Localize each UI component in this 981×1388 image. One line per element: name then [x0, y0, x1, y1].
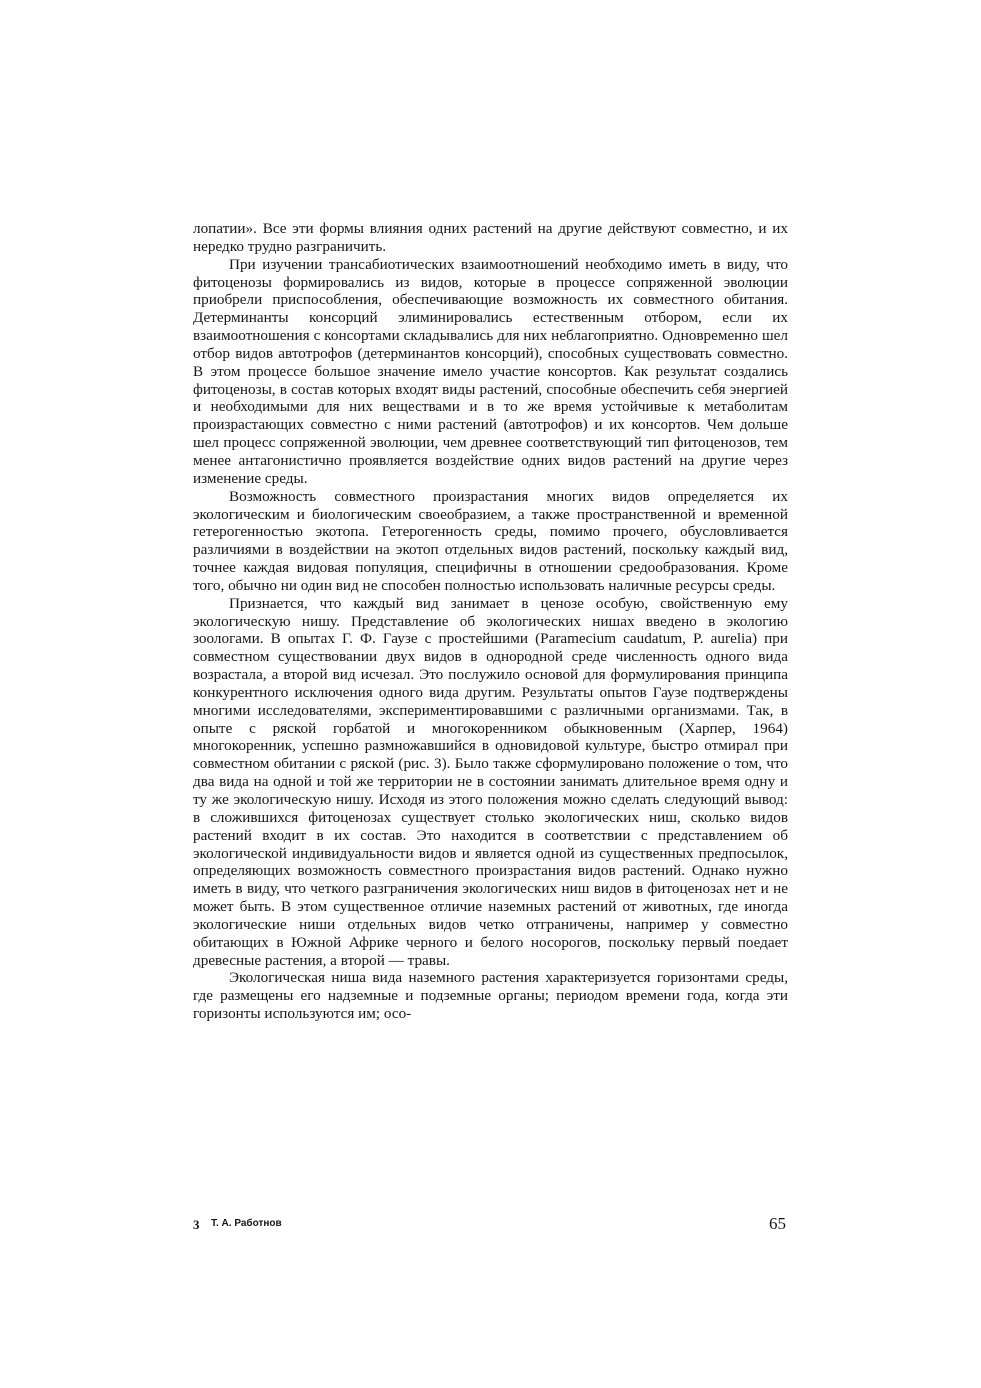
- signature-author: Т. А. Работнов: [211, 1218, 282, 1229]
- paragraph-4: Признается, что каждый вид занимает в ценозе особую, свойственную ему экологическую нишу. Представление об экологических нишах введено в экологию зоологами. В опытах Г. Ф. Гаузе с простейшими (Paramecium caudatum, P. aurelia) при совместном существовании двух видов в однородной среде численность одного вида возрастала, а второй вид исчезал. Это послужило основой для формулирования принципа конкурентного исключения одного вида другим. Результаты опытов Гаузе подтверждены многими исследователями, экспериментировавшими с различными организмами. Так, в опыте с ряской горбатой и многокоренником обыкновенным (Харпер, 1964) многокоренник, успешно размножавшийся в одновидовой культуре, быстро отмирал при совместном обитании с ряской (рис. 3). Было также сформулировано положение о том, что два вида на одной и той же территории не в состоянии занимать длительное время одну и ту же экологическую нишу. Исходя из этого положения можно сделать следующий вывод: в сложившихся фитоценозах существует столько экологических ниш, сколько видов растений входит в их состав. Это находится в соответствии с представлением об экологической индивидуальности видов и является одной из существенных предпосылок, определяющих возможность совместного произрастания видов растений. Однако нужно иметь в виду, что четкого разграничения экологических ниш видов в фитоценозах нет и не может быть. В этом существенное отличие наземных растений от животных, где иногда экологические ниши отдельных видов четко отграничены, например у совместно обитающих в Южной Африке черного и белого носорогов, поскольку первый поедает древесные растения, а второй — травы.: [193, 594, 788, 969]
- body-text: [193, 220, 788, 1023]
- paragraph-2: При изучении трансабиотических взаимоотношений необходимо иметь в виду, что фитоценозы формировались из видов, которые в процессе сопряженной эволюции приобрели приспособления, обеспечивающие возможность их совместного обитания. Детерминанты консорций элиминировались естественным отбором, если их взаимоотношения с консортами складывались для них неблагоприятно. Одновременно шел отбор видов автотрофов (детерминантов консорций), способных существовать совместно. В этом процессе большое значение имело участие консортов. Как результат создались фитоценозы, в состав которых входят виды растений, способные обеспечить себя энергией и необходимыми для них веществами и в то же время устойчивые к метаболитам произрастающих совместно с ними растений (автотрофов) и их консортов. Чем дольше шел процесс сопряженной эволюции, чем древнее соответствующий тип фитоценозов, тем менее антагонистично проявляется воздействие одних видов растений на другие через изменение среды.: [193, 255, 788, 487]
- page-number: 65: [769, 1214, 786, 1233]
- page-footer: [193, 1214, 788, 1236]
- paragraph-5: Экологическая ниша вида наземного растения характеризуется горизонтами среды, где размещены его надземные и подземные органы; периодом времени года, когда эти горизонты используются им; осо-: [193, 969, 788, 1023]
- paragraph-1: лопатии». Все эти формы влияния одних растений на другие действуют совместно, и их нередко трудно разграничить.: [193, 220, 788, 255]
- paragraph-3: Возможность совместного произрастания многих видов определяется их экологическим и биологическим своеобразием, а также пространственной и временной гетерогенностью экотопа. Гетерогенность среды, помимо прочего, обусловливается различиями в воздействии на экотоп отдельных видов растений, поскольку каждый вид, точнее каждая видовая популяция, специфичны в отношении средообразования. Кроме того, обычно ни один вид не способен полностью использовать наличные ресурсы среды.: [193, 487, 788, 594]
- signature-number: 3: [193, 1217, 200, 1232]
